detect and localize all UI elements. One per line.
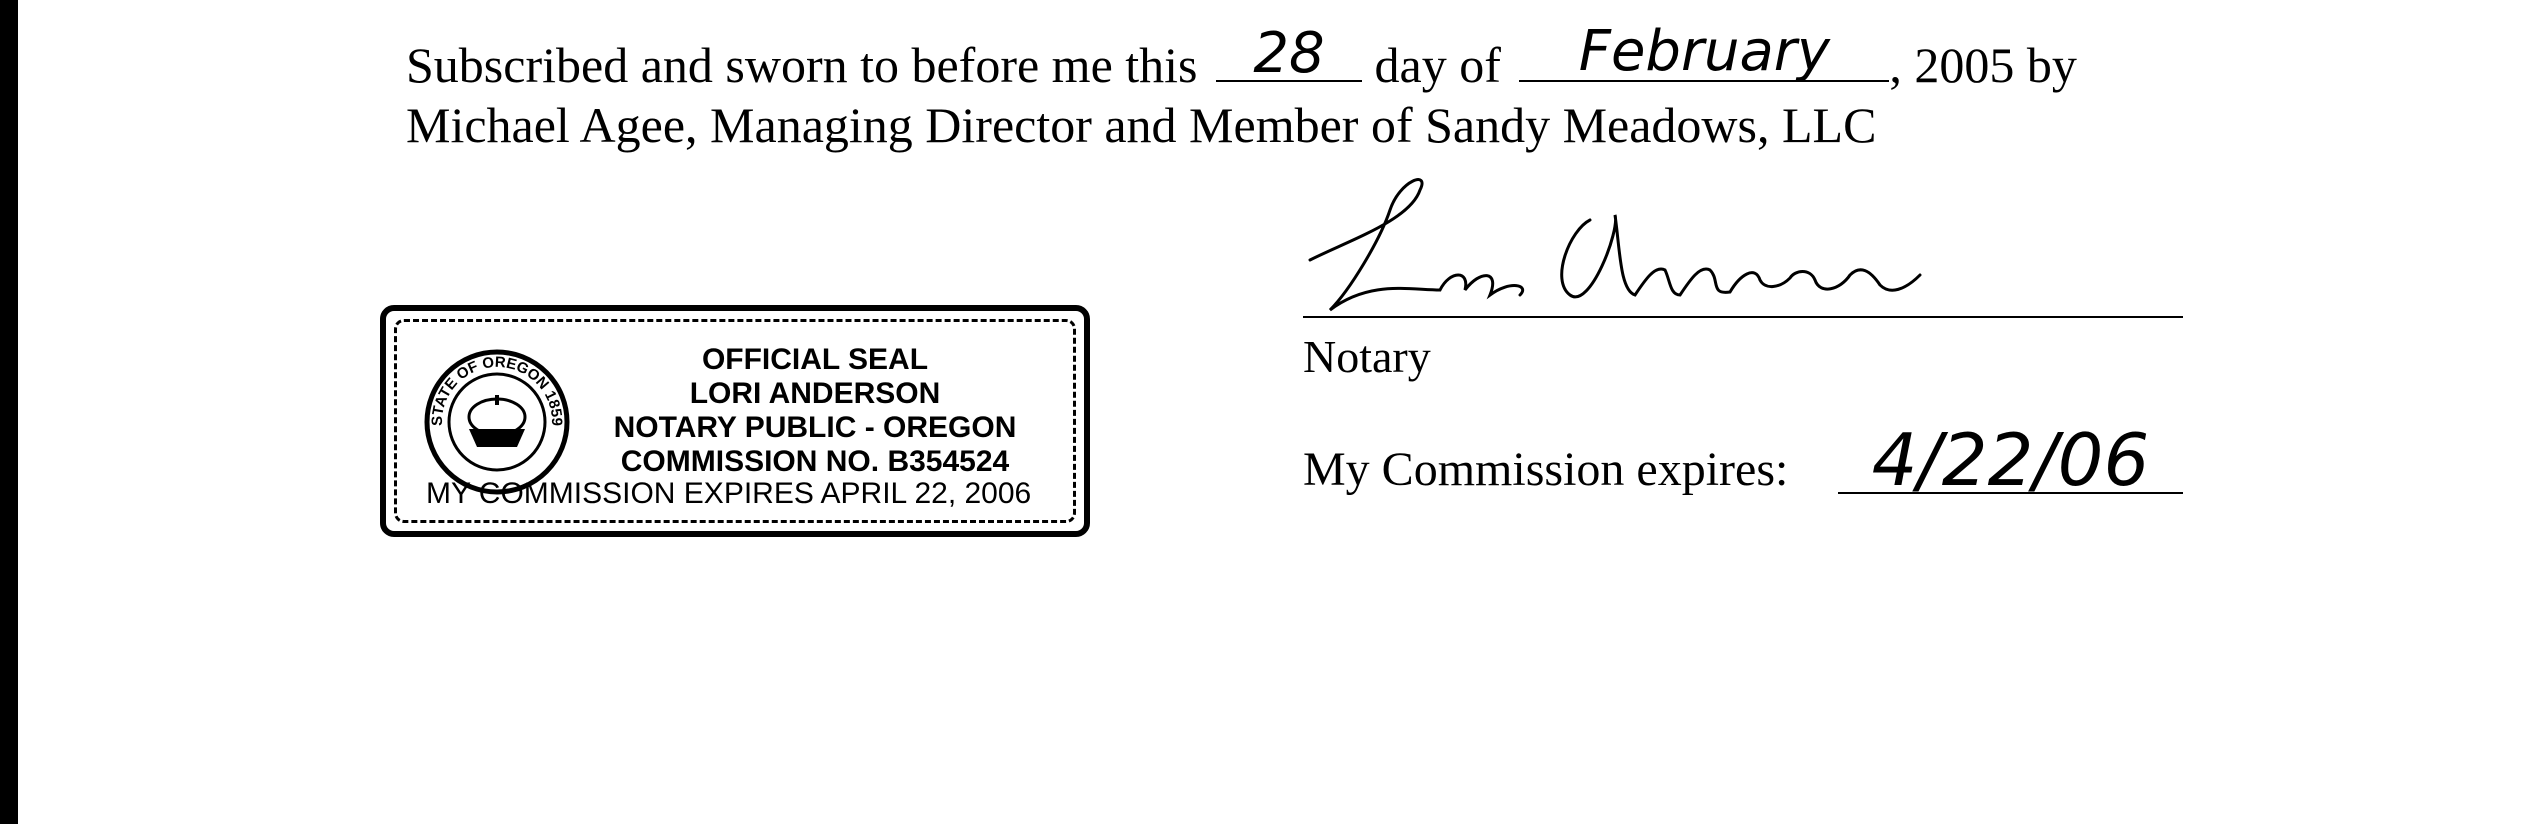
- expires-line: [1838, 492, 2183, 494]
- seal-line-3: NOTARY PUBLIC - OREGON: [613, 411, 1017, 444]
- oath-suffix: , 2005 by: [1889, 37, 2077, 93]
- notary-signature: [1290, 170, 1930, 330]
- oath-line-2: Michael Agee, Managing Director and Member of Sandy Meadows, LLC: [406, 97, 1877, 153]
- seal-text-block: [576, 343, 1054, 479]
- notary-label: Notary: [1303, 331, 1431, 382]
- oath-line-1: [406, 19, 2077, 93]
- oath-prefix: Subscribed and sworn to before me this: [406, 37, 1198, 93]
- state-seal-emblem-icon: [422, 347, 572, 497]
- day-blank: [1216, 21, 1362, 86]
- day-value: 28: [1253, 21, 1325, 86]
- commission-expires-value: 4/22/06: [1871, 418, 2150, 502]
- seal-line-1: OFFICIAL SEAL: [701, 343, 929, 376]
- seal-line-2: LORI ANDERSON: [689, 377, 941, 410]
- month-value: February: [1578, 19, 1830, 84]
- official-seal-stamp: [380, 305, 1090, 537]
- svg-text:STATE OF OREGON 1859: STATE OF OREGON 1859: [428, 353, 566, 427]
- seal-line-4: COMMISSION NO. B354524: [620, 445, 1010, 478]
- seal-expiration: MY COMMISSION EXPIRES APRIL 22, 2006: [426, 477, 1032, 510]
- day-of-label: day of: [1374, 37, 1501, 93]
- scan-edge-bar: [0, 0, 18, 824]
- commission-expires-label: My Commission expires:: [1303, 443, 1789, 496]
- month-blank: [1519, 19, 1889, 84]
- signature-line: [1303, 316, 2183, 318]
